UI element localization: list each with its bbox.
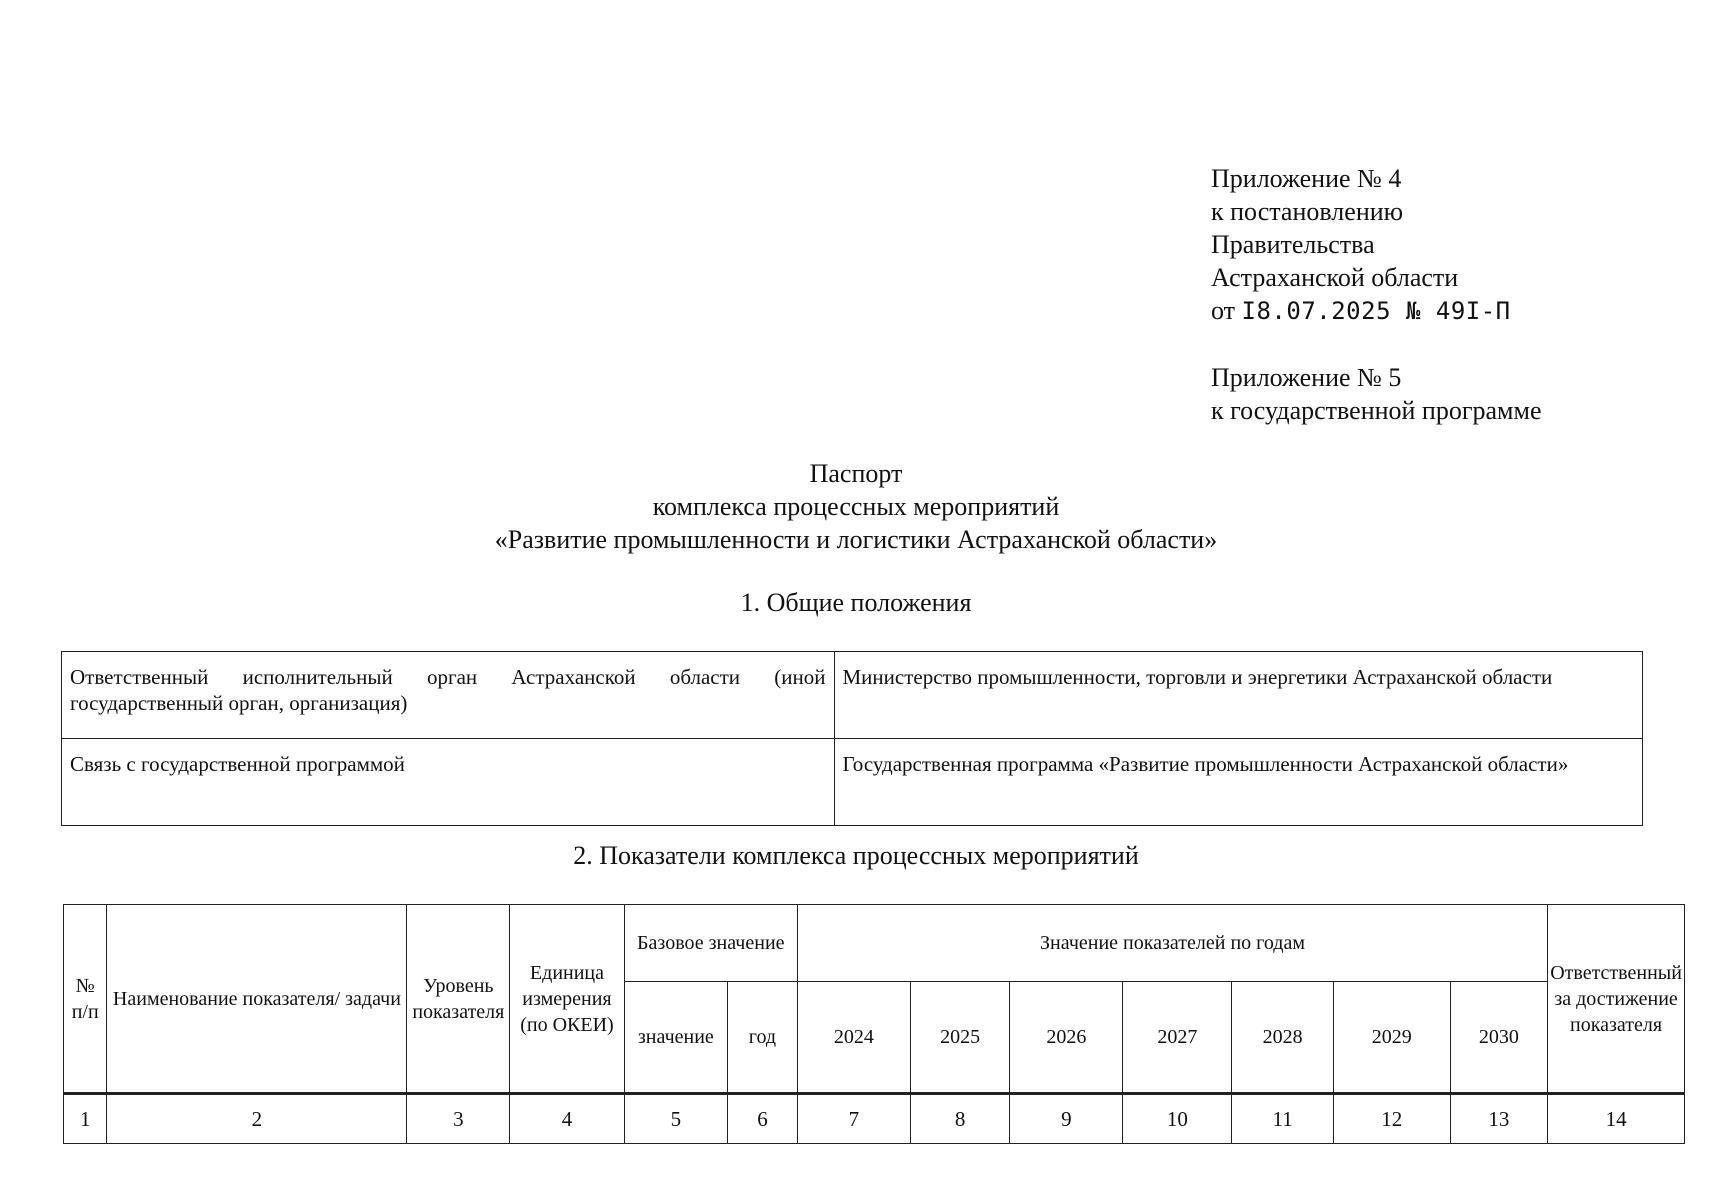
- column-number: 5: [624, 1094, 727, 1144]
- appendix-5-line: Приложение № 5: [1211, 363, 1402, 392]
- date-prefix: от: [1211, 296, 1236, 325]
- title-line-1: Паспорт: [809, 459, 903, 488]
- row-label: Связь с государственной программой: [62, 739, 835, 826]
- column-number: 13: [1450, 1094, 1547, 1144]
- header-year: 2029: [1333, 982, 1450, 1094]
- column-number: 2: [107, 1094, 407, 1144]
- column-number: 3: [407, 1094, 510, 1144]
- general-provisions-table: [61, 651, 1643, 826]
- section-1-heading: 1. Общие положения: [740, 588, 972, 617]
- header-base-value: значение: [624, 982, 727, 1094]
- approval-block: [1211, 162, 1542, 427]
- section-2-heading: 2. Показатели комплекса процессных мероприятий: [573, 841, 1139, 870]
- header-year: 2028: [1232, 982, 1333, 1094]
- table-row: [62, 652, 1643, 739]
- table-row: [62, 739, 1643, 826]
- column-number: 14: [1548, 1094, 1685, 1144]
- column-number: 4: [510, 1094, 624, 1144]
- header-unit: Единица измерения (по ОКЕИ): [510, 905, 624, 1094]
- header-year: 2030: [1450, 982, 1547, 1094]
- date-line: [1211, 294, 1542, 328]
- to-resolution-line: к постановлению: [1211, 197, 1404, 226]
- column-number: 6: [728, 1094, 798, 1144]
- column-numbers-row: [64, 1094, 1685, 1144]
- government-line: Правительства: [1211, 230, 1375, 259]
- header-level: Уровень показателя: [407, 905, 510, 1094]
- row-label: Ответственный исполнительный орган Астраханской области (иной государственный орган, организация): [62, 652, 835, 739]
- column-number: 1: [64, 1094, 107, 1144]
- header-year: 2026: [1010, 982, 1123, 1094]
- column-number: 8: [910, 1094, 1009, 1144]
- region-line: Астраханской области: [1211, 263, 1459, 292]
- header-base: Базовое значение: [624, 905, 797, 982]
- title-line-3: «Развитие промышленности и логистики Астраханской области»: [494, 525, 1218, 554]
- header-num: № п/п: [64, 905, 107, 1094]
- header-base-year: год: [728, 982, 798, 1094]
- column-number: 12: [1333, 1094, 1450, 1144]
- appendix-4-line: Приложение № 4: [1211, 164, 1402, 193]
- title-line-2: комплекса процессных мероприятий: [652, 492, 1060, 521]
- column-number: 10: [1123, 1094, 1232, 1144]
- column-number: 9: [1010, 1094, 1123, 1144]
- to-program-line: к государственной программе: [1211, 396, 1542, 425]
- column-number: 7: [797, 1094, 910, 1144]
- header-name: Наименование показателя/ задачи: [107, 905, 407, 1094]
- row-value: Министерство промышленности, торговли и энергетики Астраханской области: [834, 652, 1643, 739]
- column-number: 11: [1232, 1094, 1333, 1144]
- header-year: 2024: [797, 982, 910, 1094]
- header-year: 2025: [910, 982, 1009, 1094]
- spacer: [1211, 328, 1542, 361]
- header-by-years: Значение показателей по годам: [797, 905, 1547, 982]
- header-responsible: Ответственный за достижение показателя: [1548, 905, 1685, 1094]
- row-value: Государственная программа «Развитие промышленности Астраханской области»: [834, 739, 1643, 826]
- header-row-1: [64, 905, 1685, 982]
- header-year: 2027: [1123, 982, 1232, 1094]
- indicators-table: [63, 904, 1685, 1144]
- document-title: [0, 457, 1712, 556]
- date-number: I8.07.2025 № 49I-П: [1241, 297, 1511, 325]
